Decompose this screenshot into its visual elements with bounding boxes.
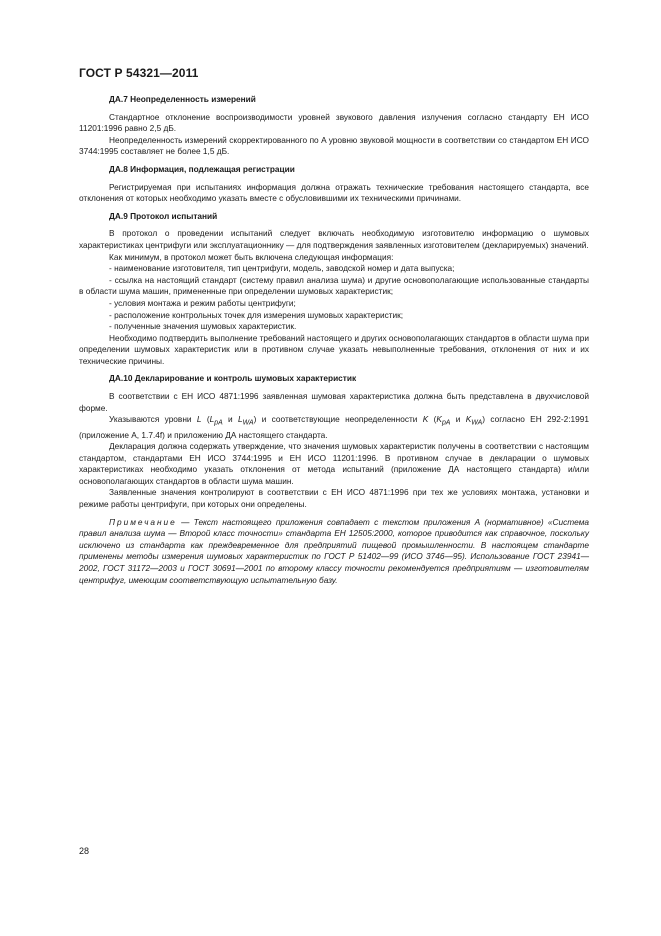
text-run: и bbox=[450, 414, 466, 425]
list-item: - полученные значения шумовых характеристик. bbox=[109, 321, 297, 332]
heading-da7: ДА.7 Неопределенность измерений bbox=[109, 94, 256, 104]
heading-da8: ДА.8 Информация, подлежащая регистрации bbox=[109, 163, 295, 174]
paragraph-da9-3: Необходимо подтвердить выполнение требований настоящего и других основополагающих стандартов в области шума при определении шумовых характеристик или в противном случае указать невыполненные требования, отклонения от них и их технические причины. bbox=[79, 332, 589, 366]
paragraph-da10-2 bbox=[79, 414, 589, 441]
list-item: - наименование изготовителя, тип центрифуги, модель, заводской номер и дата выпуска; bbox=[109, 263, 455, 274]
list-item: - расположение контрольных точек для измерения шумовых характеристик; bbox=[109, 309, 404, 320]
paragraph-da7-2: Неопределенность измерений скорректированного по A уровню звуковой мощности в соответствии со стандартом ЕН ИСО 3744:1995 составляет не более 1,5 дБ. bbox=[79, 134, 589, 157]
subscript-pA: pA bbox=[441, 419, 451, 427]
note-text: — Текст настоящего приложения совпадает с текстом приложения А (нормативное) «Система правил анализа шума — Второй класс точности» стандарта ЕН 12505:2000, которое приводится как справочное, поскольку исключено из стандарта как преждевременное для предприятий пищевой промышленности. В настоящем стандарте применены методы измерения шумовых характеристик по ГОСТ Р 51402—99 (ИСО 3746—95). Использование ГОСТ 23941—2002, ГОСТ 31172—2003 и ГОСТ 30691—2001 по второму классу точности рекомендуется предприятиям — изготовителям центрифуг, имеющим соответствующую испытательную базу. bbox=[79, 516, 589, 585]
subscript-WA: WA bbox=[242, 419, 254, 427]
text-run: ( bbox=[201, 414, 210, 425]
paragraph-da10-3: Декларация должна содержать утверждение, что значения шумовых характеристик получены в соответствии с настоящим стандартом, стандартами ЕН ИСО 3744:1995 и ЕН ИСО 11201:1996. В противном случае в декларации о шумовых характеристиках необходимо указать отклонения от метода испытаний (приложение ДА настоящего стандарта) и/или основополагающих стандартов в области шума машин. bbox=[79, 441, 589, 486]
text-run: и bbox=[222, 414, 238, 425]
symbol-L: L bbox=[237, 414, 243, 425]
subscript-WA: WA bbox=[471, 419, 483, 427]
paragraph-da9-2: Как минимум, в протокол может быть включена следующая информация: bbox=[109, 251, 394, 262]
list-item: - ссылка на настоящий стандарт (систему правил анализа шума) и другие основополагающие использованные стандарты в области шума машин, примененные при определении шумовых характеристик; bbox=[79, 274, 589, 297]
paragraph-da10-1: В соответствии с ЕН ИСО 4871:1996 заявленная шумовая характеристика должна быть представлена в двухчисловой форме. bbox=[79, 391, 589, 413]
heading-da9: ДА.9 Протокол испытаний bbox=[109, 210, 218, 221]
page-number: 28 bbox=[79, 846, 90, 856]
symbol-L: L bbox=[196, 414, 202, 425]
symbol-L: L bbox=[209, 414, 215, 425]
paragraph-da7-1: Стандартное отклонение воспроизводимости уровней звукового давления излучения согласно стандарту ЕН ИСО 11201:1996 равно 2,5 дБ. bbox=[79, 111, 589, 134]
page-body bbox=[79, 94, 589, 586]
text-run: ) согласно ЕН 292-2:1991 (приложение А, 1.7.4f) и приложению ДА настоящего стандарта. bbox=[79, 414, 589, 440]
document-id-header: ГОСТ Р 54321—2011 bbox=[79, 66, 199, 80]
paragraph-da10-4: Заявленные значения контролируют в соответствии с ЕН ИСО 4871:1996 при тех же условиях монтажа, установки и режиме работы центрифуги, при которых они определены. bbox=[79, 487, 589, 510]
note-paragraph bbox=[79, 517, 589, 587]
symbol-K: K bbox=[465, 414, 472, 425]
note-label: Примечание bbox=[109, 516, 177, 527]
text-run: Указываются уровни bbox=[109, 414, 197, 425]
list-item: - условия монтажа и режим работы центрифуги; bbox=[109, 297, 296, 308]
text-run: ( bbox=[428, 414, 437, 425]
paragraph-da8-1: Регистрируемая при испытаниях информация должна отражать технические требования настоящего стандарта, все отклонения от которых необходимо указать вместе с обусловившими их техническими причинами. bbox=[79, 181, 589, 204]
text-run: ) и соответствующие неопределенности bbox=[253, 414, 423, 425]
paragraph-da9-1: В протокол о проведении испытаний следует включать необходимую изготовителю информацию о шумовых характеристиках центрифуги или эксплуатационнику — для подтверждения заявленных изготовителем (декларируемых) значений. bbox=[79, 228, 589, 250]
symbol-K: K bbox=[436, 414, 442, 425]
symbol-K: K bbox=[422, 414, 429, 425]
subscript-pA: pA bbox=[214, 419, 223, 427]
heading-da10: ДА.10 Декларирование и контроль шумовых характеристик bbox=[109, 373, 357, 384]
